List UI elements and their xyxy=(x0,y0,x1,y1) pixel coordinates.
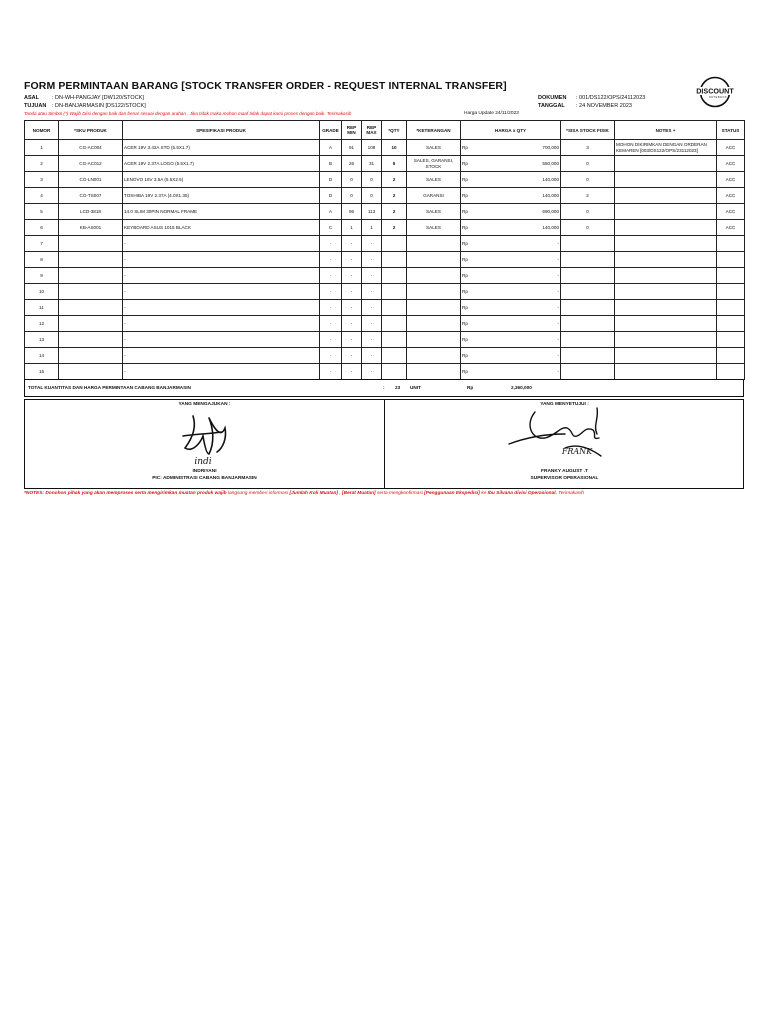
approver-signature-mark xyxy=(505,404,625,466)
table-row xyxy=(25,236,745,252)
rep-min-cell: - xyxy=(342,284,362,300)
tujuan-value: : DN-BANJARMASIN [DS122/STOCK] xyxy=(52,103,146,109)
grade-cell: C xyxy=(320,220,342,236)
harga-cell xyxy=(461,172,561,188)
status-cell: ACC xyxy=(717,220,745,236)
col-header: HARGA x QTY xyxy=(461,121,561,140)
harga-cell xyxy=(461,188,561,204)
status-cell xyxy=(717,284,745,300)
table-row xyxy=(25,364,745,380)
grade-cell: A xyxy=(320,204,342,220)
grade-cell: - xyxy=(320,236,342,252)
rep-max-cell: - xyxy=(362,332,382,348)
currency-label: Rp xyxy=(462,145,468,150)
sisa-stock-cell xyxy=(561,364,615,380)
row-number: 5 xyxy=(25,204,59,220)
applicant-scribble-text: indi xyxy=(194,457,212,467)
rep-min-cell: - xyxy=(342,364,362,380)
qty-cell xyxy=(382,332,407,348)
rep-max-cell: 31 xyxy=(362,156,382,172)
grade-cell: B xyxy=(320,156,342,172)
spec-cell: ACER 19V 2.37A LOGO (5.5X1.7) xyxy=(123,156,320,172)
sisa-stock-cell xyxy=(561,300,615,316)
spec-cell: - xyxy=(123,268,320,284)
rep-max-cell: - xyxy=(362,300,382,316)
price-value: - xyxy=(557,369,559,374)
table-row xyxy=(25,172,745,188)
dokumen-label: DOKUMEN xyxy=(538,95,567,101)
keterangan-cell: SALES xyxy=(407,220,461,236)
status-cell: ACC xyxy=(717,156,745,172)
keterangan-cell xyxy=(407,252,461,268)
sisa-stock-cell xyxy=(561,236,615,252)
harga-cell xyxy=(461,332,561,348)
sisa-stock-cell: 0 xyxy=(561,204,615,220)
notes-cell xyxy=(615,204,717,220)
keterangan-cell xyxy=(407,332,461,348)
price-value: - xyxy=(557,337,559,342)
status-cell: ACC xyxy=(717,188,745,204)
footnote xyxy=(24,491,584,496)
grade-cell: A xyxy=(320,140,342,156)
keterangan-cell xyxy=(407,268,461,284)
col-header: *SISA STOCK FISIK xyxy=(561,121,615,140)
table-row xyxy=(25,156,745,172)
table-row xyxy=(25,188,745,204)
row-number: 3 xyxy=(25,172,59,188)
row-number: 12 xyxy=(25,316,59,332)
spec-cell: 14.0 SLIM 30PIN NORMAL FRAME xyxy=(123,204,320,220)
applicant-role: PIC: ADMINISTRASI CABANG BANJARMASIN xyxy=(152,476,257,481)
asal-label: ASAL xyxy=(24,95,39,101)
row-number: 1 xyxy=(25,140,59,156)
price-value: - xyxy=(557,241,559,246)
row-number: 7 xyxy=(25,236,59,252)
row-number: 8 xyxy=(25,252,59,268)
rep-max-cell: - xyxy=(362,252,382,268)
rep-min-cell: - xyxy=(342,252,362,268)
sisa-stock-cell xyxy=(561,316,615,332)
sku-cell xyxy=(59,316,123,332)
asal-value: : DN-WH-PANGJAY [DW120/STOCK] xyxy=(52,95,144,101)
qty-cell xyxy=(382,300,407,316)
currency-label: Rp xyxy=(462,353,468,358)
spec-cell: ACER 19V 3.42A STD (5.5X1.7) xyxy=(123,140,320,156)
currency-label: Rp xyxy=(462,225,468,230)
rep-max-cell: 1 xyxy=(362,220,382,236)
currency-label: Rp xyxy=(462,241,468,246)
applicant-name: INDRIYANI xyxy=(192,469,217,474)
spec-cell: - xyxy=(123,316,320,332)
rep-max-cell: - xyxy=(362,316,382,332)
currency-label: Rp xyxy=(462,177,468,182)
grade-cell: - xyxy=(320,316,342,332)
sku-cell xyxy=(59,268,123,284)
keterangan-cell xyxy=(407,348,461,364)
harga-cell xyxy=(461,204,561,220)
rep-max-cell: - xyxy=(362,364,382,380)
qty-cell: 2 xyxy=(382,188,407,204)
grade-cell: - xyxy=(320,252,342,268)
keterangan-cell xyxy=(407,300,461,316)
grade-cell: - xyxy=(320,300,342,316)
status-cell: ACC xyxy=(717,140,745,156)
rep-min-cell: - xyxy=(342,300,362,316)
col-header: *SKU PRODUK xyxy=(59,121,123,140)
harga-cell xyxy=(461,300,561,316)
total-colon: : xyxy=(383,385,385,390)
price-value: 690,000 xyxy=(542,209,559,214)
status-cell xyxy=(717,268,745,284)
rep-min-cell: 96 xyxy=(342,204,362,220)
keterangan-cell xyxy=(407,316,461,332)
total-rp: Rp xyxy=(467,385,474,390)
qty-cell xyxy=(382,236,407,252)
currency-label: Rp xyxy=(462,193,468,198)
sisa-stock-cell: 2 xyxy=(561,188,615,204)
qty-cell: 2 xyxy=(382,172,407,188)
signature-block xyxy=(24,399,744,489)
total-amount: 2,360,000 xyxy=(511,385,532,390)
rep-min-cell: 26 xyxy=(342,156,362,172)
status-cell xyxy=(717,364,745,380)
qty-cell xyxy=(382,252,407,268)
currency-label: Rp xyxy=(462,369,468,374)
notes-cell: MOHON DIKIRIMKAN DENGAN ORDERAN KEMAREN [003/DS122/OPS/23112023] xyxy=(615,140,717,156)
harga-cell xyxy=(461,156,561,172)
required-fields-note: Tanda atau Simbol (*) Wajib Diisi dengan baik dan benar sesuai dengan arahan . Jika tidak maka mohon maaf tidak dapat kami proses dengan baik. Terimakasih xyxy=(24,111,352,116)
sisa-stock-cell: 0 xyxy=(561,220,615,236)
footnote-part: [Penggunaan Ekspedisi] xyxy=(424,491,480,496)
price-value: 700,000 xyxy=(542,145,559,150)
status-cell: ACC xyxy=(717,172,745,188)
approver-caption: YANG MENYETUJUI : xyxy=(540,402,589,407)
row-number: 10 xyxy=(25,284,59,300)
table-row xyxy=(25,332,745,348)
price-value: 140,000 xyxy=(542,193,559,198)
qty-cell: 2 xyxy=(382,204,407,220)
rep-max-cell: - xyxy=(362,284,382,300)
status-cell xyxy=(717,236,745,252)
notes-cell xyxy=(615,284,717,300)
row-number: 14 xyxy=(25,348,59,364)
col-header: NOTES + xyxy=(615,121,717,140)
logo-subtext: NOTEBOOK xyxy=(708,96,728,99)
sisa-stock-cell: 0 xyxy=(561,172,615,188)
grade-cell: - xyxy=(320,284,342,300)
spec-cell: - xyxy=(123,284,320,300)
price-value: - xyxy=(557,305,559,310)
sisa-stock-cell: 0 xyxy=(561,156,615,172)
applicant-signature xyxy=(25,400,384,488)
qty-cell xyxy=(382,348,407,364)
applicant-caption: YANG MENGAJUKAN : xyxy=(178,402,231,407)
spec-cell: LENOVO 16V 3.5A (5.5X2.5) xyxy=(123,172,320,188)
items-table xyxy=(24,120,745,380)
sisa-stock-cell xyxy=(561,268,615,284)
total-label: TOTAL KUANTITAS DAN HARGA PERMINTAAN CABANG BANJARMASIN xyxy=(28,385,191,390)
keterangan-cell: GARANSI xyxy=(407,188,461,204)
row-number: 2 xyxy=(25,156,59,172)
spec-cell: - xyxy=(123,364,320,380)
form-title: FORM PERMINTAAN BARANG [STOCK TRANSFER ORDER - REQUEST INTERNAL TRANSFER] xyxy=(24,80,507,92)
spec-cell: KEYBOARD ASUS 1015 BLACK xyxy=(123,220,320,236)
grade-cell: D xyxy=(320,172,342,188)
rep-min-cell: - xyxy=(342,316,362,332)
tujuan-label: TUJUAN xyxy=(24,103,47,109)
qty-cell: 2 xyxy=(382,220,407,236)
qty-cell: 10 xyxy=(382,140,407,156)
dokumen-value: : 001/DS122/OPS/24112023 xyxy=(576,95,646,101)
table-row xyxy=(25,140,745,156)
qty-cell xyxy=(382,316,407,332)
footnote-part: ke xyxy=(479,491,488,496)
total-qty: 23 xyxy=(395,385,401,390)
harga-cell xyxy=(461,316,561,332)
keterangan-cell: SALES xyxy=(407,204,461,220)
row-number: 13 xyxy=(25,332,59,348)
sku-cell xyxy=(59,348,123,364)
tanggal-value: : 24 NOVEMBER 2023 xyxy=(576,103,632,109)
table-row xyxy=(25,204,745,220)
currency-label: Rp xyxy=(462,321,468,326)
footnote-part: Terimakasih xyxy=(556,491,584,496)
total-unit: UNIT xyxy=(410,385,421,390)
table-row xyxy=(25,252,745,268)
harga-cell xyxy=(461,220,561,236)
notes-cell xyxy=(615,188,717,204)
col-header: NOMOR xyxy=(25,121,59,140)
rep-min-cell: 91 xyxy=(342,140,362,156)
notes-cell xyxy=(615,316,717,332)
document-info-block xyxy=(538,94,645,110)
sku-cell xyxy=(59,364,123,380)
sku-cell: CG-AC004 xyxy=(59,140,123,156)
sku-cell xyxy=(59,284,123,300)
row-number: 9 xyxy=(25,268,59,284)
currency-label: Rp xyxy=(462,161,468,166)
price-value: - xyxy=(557,321,559,326)
rep-max-cell: - xyxy=(362,268,382,284)
notes-cell xyxy=(615,364,717,380)
sku-cell: CG-AC012 xyxy=(59,156,123,172)
sisa-stock-cell xyxy=(561,252,615,268)
price-update-date: Harga Update 24/11/2023 xyxy=(464,111,519,116)
notes-cell xyxy=(615,220,717,236)
sisa-stock-cell xyxy=(561,284,615,300)
sku-cell xyxy=(59,332,123,348)
sisa-stock-cell xyxy=(561,332,615,348)
spec-cell: - xyxy=(123,332,320,348)
table-row xyxy=(25,300,745,316)
currency-label: Rp xyxy=(462,289,468,294)
approver-signature xyxy=(384,400,744,488)
sku-cell xyxy=(59,252,123,268)
notes-cell xyxy=(615,348,717,364)
sku-cell: CG-TS007 xyxy=(59,188,123,204)
rep-min-cell: 0 xyxy=(342,172,362,188)
rep-max-cell: - xyxy=(362,236,382,252)
harga-cell xyxy=(461,348,561,364)
notes-cell xyxy=(615,156,717,172)
applicant-signature-mark xyxy=(175,408,235,468)
footnote-part: serta mengkonfirmasi xyxy=(375,491,425,496)
currency-label: Rp xyxy=(462,209,468,214)
origin-destination-block xyxy=(24,94,146,110)
keterangan-cell xyxy=(407,236,461,252)
spec-cell: - xyxy=(123,300,320,316)
currency-label: Rp xyxy=(462,305,468,310)
row-number: 11 xyxy=(25,300,59,316)
col-header: SPESIFIKASI PRODUK xyxy=(123,121,320,140)
sisa-stock-cell: 3 xyxy=(561,140,615,156)
harga-cell xyxy=(461,364,561,380)
price-value: - xyxy=(557,289,559,294)
harga-cell xyxy=(461,268,561,284)
rep-max-cell: 0 xyxy=(362,188,382,204)
price-value: 140,000 xyxy=(542,177,559,182)
notes-cell xyxy=(615,300,717,316)
spec-cell: - xyxy=(123,236,320,252)
discount-logo xyxy=(688,76,742,108)
harga-cell xyxy=(461,236,561,252)
grade-cell: - xyxy=(320,348,342,364)
price-value: - xyxy=(557,353,559,358)
status-cell xyxy=(717,348,745,364)
status-cell xyxy=(717,316,745,332)
keterangan-cell xyxy=(407,284,461,300)
rep-min-cell: 0 xyxy=(342,188,362,204)
harga-cell xyxy=(461,252,561,268)
price-value: - xyxy=(557,257,559,262)
footnote-part: [Jumlah Koli Muatan] xyxy=(289,491,339,496)
qty-cell xyxy=(382,284,407,300)
grade-cell: - xyxy=(320,364,342,380)
currency-label: Rp xyxy=(462,337,468,342)
price-value: 550,000 xyxy=(542,161,559,166)
sisa-stock-cell xyxy=(561,348,615,364)
status-cell xyxy=(717,332,745,348)
keterangan-cell: SALES xyxy=(407,172,461,188)
table-row xyxy=(25,284,745,300)
rep-min-cell: 1 xyxy=(342,220,362,236)
sku-cell: CG-LN001 xyxy=(59,172,123,188)
spec-cell: - xyxy=(123,252,320,268)
col-header: GRADE xyxy=(320,121,342,140)
row-number: 15 xyxy=(25,364,59,380)
keterangan-cell xyxy=(407,364,461,380)
rep-max-cell: 108 xyxy=(362,140,382,156)
approver-scribble-text: FRANK xyxy=(561,447,593,456)
row-number: 4 xyxy=(25,188,59,204)
approver-role: SUPERVISOR OPERASIONAL xyxy=(530,476,599,481)
logo-text: DISCOUNT xyxy=(696,86,734,96)
table-row xyxy=(25,316,745,332)
harga-cell xyxy=(461,284,561,300)
table-row xyxy=(25,268,745,284)
tanggal-label: TANGGAL xyxy=(538,103,565,109)
table-row xyxy=(25,348,745,364)
currency-label: Rp xyxy=(462,273,468,278)
rep-min-cell: - xyxy=(342,268,362,284)
harga-cell xyxy=(461,140,561,156)
sku-cell xyxy=(59,300,123,316)
approver-name: FRANKY AUGUST .T xyxy=(541,469,588,474)
status-cell: ACC xyxy=(717,204,745,220)
grade-cell: - xyxy=(320,268,342,284)
sku-cell: LCD-3818 xyxy=(59,204,123,220)
rep-max-cell: - xyxy=(362,348,382,364)
keterangan-cell: SALES xyxy=(407,140,461,156)
qty-cell: 5 xyxy=(382,156,407,172)
notes-cell xyxy=(615,332,717,348)
col-header: STATUS xyxy=(717,121,745,140)
grade-cell: D xyxy=(320,188,342,204)
table-header-row xyxy=(25,121,745,140)
spec-cell: - xyxy=(123,348,320,364)
notes-cell xyxy=(615,252,717,268)
footnote-part: , xyxy=(338,491,343,496)
footnote-part: langsung memberi informasi xyxy=(226,491,290,496)
footnote-part: [Berat Muatan] xyxy=(342,491,376,496)
rep-min-cell: - xyxy=(342,236,362,252)
sku-cell xyxy=(59,236,123,252)
footnote-part: *NOTES: Donohon xyxy=(24,491,68,496)
price-value: 140,000 xyxy=(542,225,559,230)
col-header: *KETERANGAN xyxy=(407,121,461,140)
notes-cell xyxy=(615,172,717,188)
grade-cell: - xyxy=(320,332,342,348)
status-cell xyxy=(717,300,745,316)
keterangan-cell: SALES, GARANSI, STOCK xyxy=(407,156,461,172)
col-header: *QTY xyxy=(382,121,407,140)
qty-cell xyxy=(382,364,407,380)
status-cell xyxy=(717,252,745,268)
col-header: REP MAX xyxy=(362,121,382,140)
rep-max-cell: 0 xyxy=(362,172,382,188)
rep-max-cell: 113 xyxy=(362,204,382,220)
spec-cell: TOSHIBA 19V 2.37A (4.0X1.35) xyxy=(123,188,320,204)
rep-min-cell: - xyxy=(342,348,362,364)
footnote-part: pihak yang akan memproses serta mengirimkan muatan produk wajib xyxy=(67,491,227,496)
sku-cell: KB-AS001 xyxy=(59,220,123,236)
col-header: REP MIN xyxy=(342,121,362,140)
footnote-part: Ibu Silvana divisi Operasional. xyxy=(487,491,557,496)
qty-cell xyxy=(382,268,407,284)
total-row xyxy=(24,379,744,397)
price-value: - xyxy=(557,273,559,278)
rep-min-cell: - xyxy=(342,332,362,348)
row-number: 6 xyxy=(25,220,59,236)
table-row xyxy=(25,220,745,236)
currency-label: Rp xyxy=(462,257,468,262)
notes-cell xyxy=(615,268,717,284)
notes-cell xyxy=(615,236,717,252)
